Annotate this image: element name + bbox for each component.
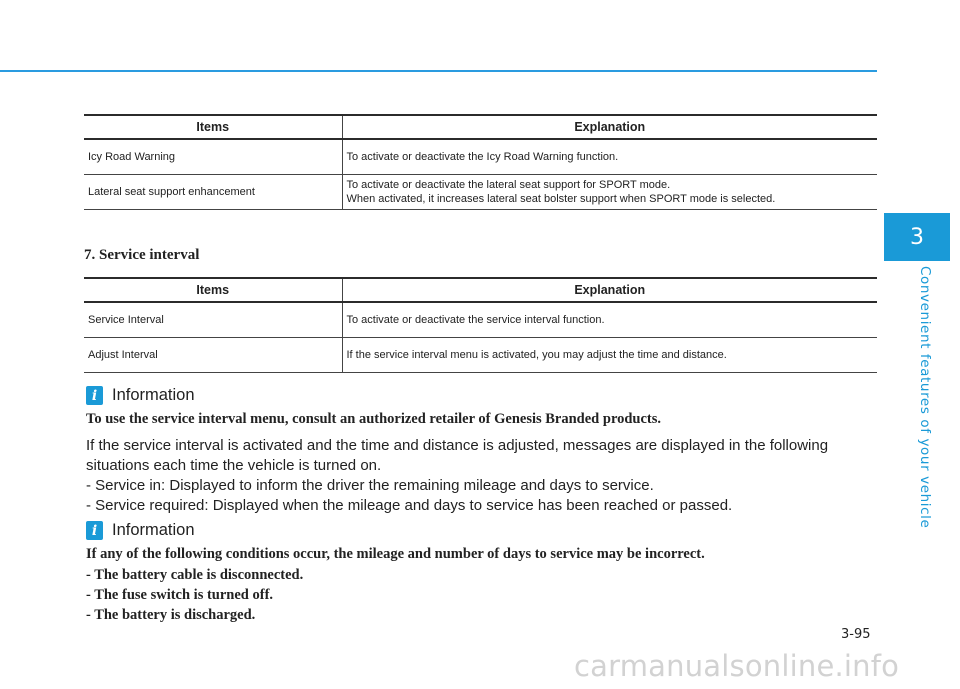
row-item: Adjust Interval: [84, 338, 342, 373]
table-header-row: [84, 115, 877, 139]
chapter-tab: [884, 213, 950, 261]
table-row: [84, 175, 877, 210]
information-note: If any of the following conditions occur, the mileage and number of days to service may be incorrect.: [86, 546, 705, 562]
row-explanation: [342, 175, 877, 210]
information-bullet: - The battery cable is disconnected.: [86, 567, 304, 583]
header-rule: [0, 70, 877, 72]
paragraph-line: - Service required: Displayed when the mileage and days to service has been reached or passed.: [86, 497, 733, 514]
chapter-title: Convenient features of your vehicle: [917, 266, 933, 529]
paragraph-line: situations each time the vehicle is turned on.: [86, 457, 382, 474]
explanation-line: When activated, it increases lateral seat bolster support when SPORT mode is selected.: [346, 193, 776, 205]
explanation-line: To activate or deactivate the lateral seat support for SPORT mode.: [346, 179, 671, 191]
service-interval-description: [86, 436, 866, 516]
row-item: Service Interval: [84, 302, 342, 338]
information-note: To use the service interval menu, consult an authorized retailer of Genesis Branded products.: [86, 411, 662, 427]
row-explanation: To activate or deactivate the service interval function.: [342, 302, 877, 338]
information-title: Information: [112, 521, 195, 539]
row-explanation: If the service interval menu is activated, you may adjust the time and distance.: [342, 338, 877, 373]
table-row: [84, 338, 877, 373]
table-row: [84, 302, 877, 338]
row-item: Icy Road Warning: [84, 139, 342, 175]
header-items: Items: [84, 115, 342, 139]
row-item: Lateral seat support enhancement: [84, 175, 342, 210]
header-explanation: Explanation: [342, 115, 877, 139]
information-header: [86, 386, 195, 405]
header-items: Items: [84, 278, 342, 302]
table-header-row: [84, 278, 877, 302]
info-icon: i: [86, 521, 103, 540]
table-row: [84, 139, 877, 175]
watermark: carmanualsonline.info: [574, 649, 900, 683]
information-bullet: - The fuse switch is turned off.: [86, 587, 274, 603]
info-icon: i: [86, 386, 103, 405]
settings-table-2: [84, 277, 877, 373]
information-header: [86, 521, 195, 540]
header-explanation: Explanation: [342, 278, 877, 302]
settings-table-1: [84, 114, 877, 210]
chapter-number: 3: [910, 224, 924, 250]
explanation-line: To activate or deactivate the Icy Road Warning function.: [346, 151, 619, 163]
paragraph-line: If the service interval is activated and the time and distance is adjusted, messages are displayed in the following: [86, 437, 829, 454]
information-bullet: - The battery is discharged.: [86, 607, 256, 623]
paragraph-line: - Service in: Displayed to inform the driver the remaining mileage and days to service.: [86, 477, 654, 494]
section-title: 7. Service interval: [84, 247, 200, 263]
page-number: 3-95: [841, 627, 871, 642]
row-explanation: [342, 139, 877, 175]
information-title: Information: [112, 386, 195, 404]
